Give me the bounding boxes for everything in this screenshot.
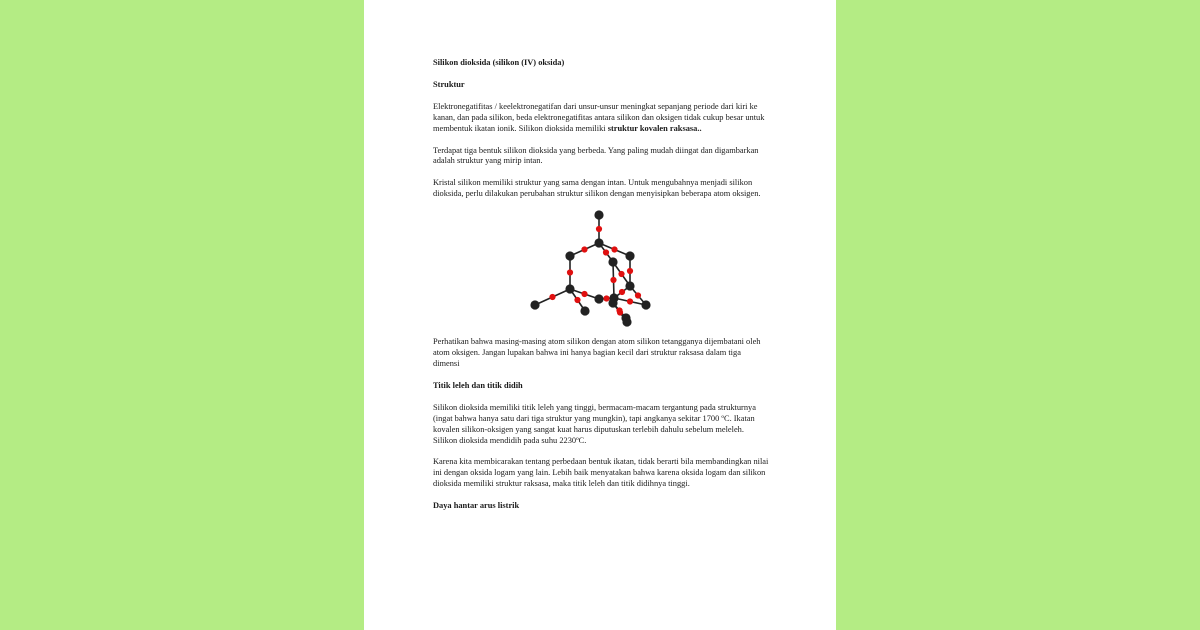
paragraph-crystal-structure: Kristal silikon memiliki struktur yang sama dengan intan. Untuk mengubahnya menjadi silikon dioksida, perlu dilakukan perubahan struktur silikon dengan menyisipkan beberapa atom oksigen. (433, 178, 761, 199)
silicon-atom (565, 252, 574, 261)
silicon-atom (641, 301, 650, 310)
oxygen-atom (627, 268, 633, 274)
oxygen-atom (635, 293, 641, 299)
silicon-atom (622, 318, 631, 327)
silicon-atom (608, 299, 617, 308)
oxygen-atom (567, 270, 573, 276)
silicon-atom (580, 307, 589, 316)
silicon-dioxide-molecular-structure-icon (433, 207, 769, 333)
silicon-atom (594, 239, 603, 248)
oxygen-atom (618, 271, 624, 277)
oxygen-atom (603, 296, 609, 302)
oxygen-atom (617, 310, 623, 316)
heading-struktur: Struktur (433, 79, 465, 89)
document-content (433, 58, 769, 523)
paragraph-three-forms: Terdapat tiga bentuk silikon dioksida yang berbeda. Yang paling mudah diingat dan digambarkan adalah struktur yang mirip intan. (433, 145, 759, 166)
silicon-atom (625, 252, 634, 261)
oxygen-atom (581, 247, 587, 253)
oxygen-atom (627, 299, 633, 305)
oxygen-atom (611, 247, 617, 253)
paragraph-comparison: Karena kita membicarakan tentang perbedaan bentuk ikatan, tidak berarti bila membandingkan nilai ini dengan oksida logam yang lain. Lebih baik menyatakan bahwa karena oksida logam dan silikon dioksida memiliki struktur raksasa, maka titik leleh dan titik didihnya tinggi. (433, 457, 769, 489)
oxygen-atom (603, 250, 609, 256)
document-page (364, 0, 836, 630)
oxygen-atom (596, 226, 602, 232)
silicon-atom (594, 211, 603, 220)
paragraph-melting-point: Silikon dioksida memiliki titik leleh yang tinggi, bermacam-macam tergantung pada strukturnya (ingat bahwa hanya satu dari tiga struktur yang mungkin), tapi angkanya sekitar 1700 ºC. Ikatan kovalen silikon-oksigen yang sangat kuat harus diputuskan terlebih dahulu sebelum meleleh. Silikon dioksida mendidih pada suhu 2230ºC. (433, 402, 756, 445)
oxygen-atom (574, 297, 580, 303)
oxygen-atom (619, 289, 625, 295)
silicon-atom (565, 285, 574, 294)
document-title: Silikon dioksida (silikon (IV) oksida) (433, 58, 565, 67)
heading-titik-leleh: Titik leleh dan titik didih (433, 380, 523, 390)
paragraph-text: Elektronegatifitas / keelektronegatifan dari unsur-unsur meningkat sepanjang periode dari kiri ke kanan, dan pada silikon, beda elektronegatifitas antara silikon dan oksigen tidak cukup besar untuk membentuk ikatan ionik. Silikon dioksida memiliki (433, 101, 765, 133)
heading-daya-hantar: Daya hantar arus listrik (433, 501, 520, 511)
oxygen-atom (610, 277, 616, 283)
silicon-atom (530, 301, 539, 310)
paragraph-oxygen-bridges: Perhatikan bahwa masing-masing atom silikon dengan atom silikon tetangganya dijembatani oleh atom oksigen. Jangan lupakan bahwa ini hanya bagian kecil dari struktur raksasa dalam tiga dimensi (433, 337, 761, 368)
oxygen-atom (581, 291, 587, 297)
silicon-atom (594, 295, 603, 304)
oxygen-atom (549, 294, 555, 300)
paragraph-electronegativity (433, 102, 769, 135)
bold-term: struktur kovalen raksasa (607, 123, 698, 133)
silicon-atom (608, 258, 617, 267)
silicon-atom (625, 282, 634, 291)
paragraph-end: .. (697, 123, 702, 133)
